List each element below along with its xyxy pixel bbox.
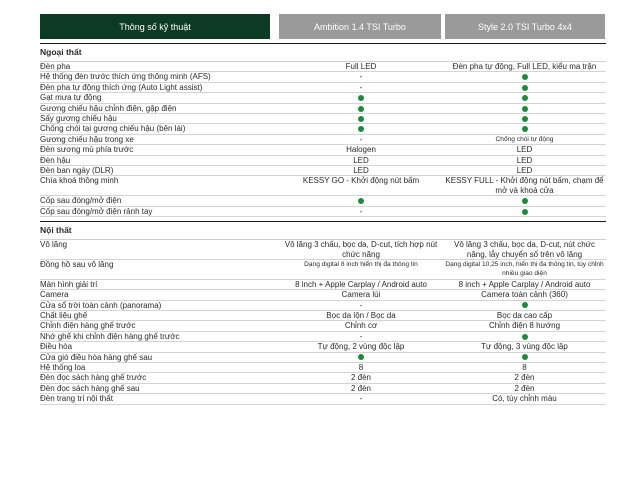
included-dot-icon: [358, 106, 364, 112]
spec-row: [40, 363, 606, 373]
spec-label: Đèn trang trí nội thất: [40, 394, 113, 404]
spec-table: [40, 43, 606, 405]
spec-row: [40, 353, 606, 363]
style-value-cell: [443, 353, 606, 362]
section-title: Ngoại thất: [40, 43, 606, 62]
style-value: 2 đèn: [514, 383, 535, 393]
style-value: Vô lăng 3 chấu, bọc da, D-cut, nút chức năng, lẫy chuyển số trên vô lăng: [454, 240, 595, 259]
ambition-value-cell: [279, 196, 443, 205]
spec-label: Đồng hồ sau vô lăng: [40, 259, 114, 269]
spec-label: Đèn ban ngày (DLR): [40, 166, 114, 176]
ambition-value: KESSY GO - Khởi động nút bấm: [302, 176, 420, 186]
ambition-value: LED: [353, 166, 369, 176]
style-value-cell: [443, 207, 606, 216]
style-value-cell: [443, 83, 606, 92]
spec-row: [40, 384, 606, 394]
ambition-value: -: [359, 134, 363, 144]
included-dot-icon: [522, 334, 528, 340]
spec-label: Cốp sau đóng/mở điện rảnh tay: [40, 206, 153, 216]
spec-label: Gương chiếu hậu chỉnh điện, gập điện: [40, 103, 177, 113]
included-dot-icon: [522, 95, 528, 101]
header-ambition-column: Ambition 1.4 TSI Turbo: [279, 14, 441, 39]
ambition-value: Tự động, 2 vùng độc lập: [317, 342, 405, 352]
spec-label: Chìa khoá thông minh: [40, 176, 119, 186]
included-dot-icon: [522, 74, 528, 80]
style-value: LED: [516, 166, 533, 176]
style-value: KESSY FULL - Khởi động nút bấm, chạm để mở và khoá cửa: [445, 176, 604, 195]
spec-label: Gương chiếu hậu trong xe: [40, 134, 134, 144]
spec-row: [40, 62, 606, 72]
spec-row: [40, 114, 606, 124]
spec-label: Hệ thống loa: [40, 362, 86, 372]
spec-row: [40, 332, 606, 342]
ambition-value: 8: [358, 362, 364, 372]
spec-row: [40, 342, 606, 352]
spec-label: Nhớ ghế khi chỉnh điện hàng ghế trước: [40, 331, 180, 341]
style-value-cell: [443, 124, 606, 133]
included-dot-icon: [522, 85, 528, 91]
spec-row: [40, 373, 606, 383]
ambition-value-cell: [279, 114, 443, 123]
spec-label: Cốp sau đóng/mở điện: [40, 196, 122, 206]
spec-row: [40, 124, 606, 134]
section-title: Nội thất: [40, 221, 606, 240]
spec-row: [40, 104, 606, 114]
spec-label: Chất liệu ghế: [40, 310, 88, 320]
spec-label: Camera: [40, 290, 69, 300]
ambition-value: LED: [353, 155, 369, 165]
ambition-value: Chỉnh cơ: [344, 321, 378, 331]
spec-label: Đèn pha tự động thích ứng (Auto Light assist): [40, 82, 203, 92]
ambition-value: Camera lùi: [341, 290, 381, 300]
spec-label: Sấy gương chiếu hậu: [40, 114, 117, 124]
spec-label: Đèn đọc sách hàng ghế trước: [40, 373, 147, 383]
spec-row: [40, 260, 606, 280]
included-dot-icon: [358, 126, 364, 132]
ambition-value-cell: [279, 104, 443, 113]
ambition-value: 8 inch + Apple Carplay / Android auto: [295, 279, 427, 289]
spec-label: Đèn hậu: [40, 155, 71, 165]
ambition-value: -: [359, 82, 363, 92]
style-value: LED: [516, 145, 533, 155]
spec-row: [40, 240, 606, 260]
spec-row: [40, 311, 606, 321]
style-value: Dạng digital 10,25 inch, hiển thị đa thông tin, tùy chỉnh nhiều giao diện: [445, 260, 604, 278]
included-dot-icon: [358, 198, 364, 204]
ambition-value: -: [359, 206, 363, 216]
style-value: Đèn pha tự động, Full LED, kiểu ma trận: [452, 62, 597, 71]
spec-label: Hệ thống đèn trước thích ứng thông minh (AFS): [40, 72, 211, 82]
style-value: 8: [522, 362, 527, 372]
style-value-cell: [443, 332, 606, 341]
ambition-value: -: [359, 300, 363, 310]
ambition-value: Halogen: [346, 145, 376, 155]
style-value: Tự động, 3 vùng độc lập: [481, 342, 568, 352]
spec-label: Cửa gió điều hòa hàng ghế sau: [40, 352, 153, 362]
style-value: Chỉnh điện 8 hướng: [488, 321, 561, 331]
ambition-value: Vô lăng 3 chấu, bọc da, D-cut, tích hợp nút chức năng: [284, 240, 438, 259]
spec-row: [40, 166, 606, 176]
spec-row: [40, 156, 606, 166]
spec-row: [40, 72, 606, 82]
ambition-value: Dạng digital 8 inch hiển thị đa thông tin: [304, 260, 418, 268]
spec-row: [40, 207, 606, 217]
ambition-value: Full LED: [345, 62, 377, 71]
ambition-value-cell: [279, 93, 443, 102]
style-value: LED: [516, 155, 533, 165]
spec-row: [40, 321, 606, 331]
style-value-cell: [443, 104, 606, 113]
style-value: 8 inch + Apple Carplay / Android auto: [458, 279, 591, 289]
included-dot-icon: [522, 126, 528, 132]
ambition-value-cell: [279, 124, 443, 133]
spec-label: Điều hòa: [40, 342, 73, 352]
included-dot-icon: [358, 354, 364, 360]
ambition-value: 2 đèn: [350, 373, 372, 383]
ambition-value-cell: [279, 353, 443, 362]
spec-row: [40, 280, 606, 290]
included-dot-icon: [522, 106, 528, 112]
included-dot-icon: [522, 209, 528, 215]
ambition-value: 2 đèn: [350, 383, 372, 393]
spec-label: Đèn pha: [40, 62, 71, 71]
included-dot-icon: [358, 116, 364, 122]
header-style-column: Style 2.0 TSI Turbo 4x4: [445, 14, 605, 39]
style-value: 2 đèn: [514, 373, 535, 383]
spec-row: [40, 301, 606, 311]
spec-label: Màn hình giải trí: [40, 279, 98, 289]
included-dot-icon: [522, 302, 528, 308]
included-dot-icon: [358, 95, 364, 101]
style-value-cell: [443, 301, 606, 310]
spec-row: [40, 93, 606, 103]
included-dot-icon: [522, 354, 528, 360]
spec-row: [40, 290, 606, 300]
ambition-value: -: [359, 394, 363, 404]
spec-row: [40, 196, 606, 206]
spec-row: [40, 176, 606, 196]
spec-label: Cửa sổ trời toàn cảnh (panorama): [40, 300, 162, 310]
spec-row: [40, 394, 606, 404]
ambition-value: Bọc da lộn / Bọc da: [326, 310, 396, 320]
style-value: Có, tùy chỉnh màu: [492, 394, 557, 404]
ambition-value: -: [359, 331, 363, 341]
spec-label: Gạt mưa tự động: [40, 93, 102, 103]
ambition-value: -: [359, 72, 363, 82]
style-value-cell: [443, 72, 606, 81]
spec-label: Vô lăng: [40, 240, 68, 250]
spec-label: Chỉnh điện hàng ghế trước: [40, 321, 136, 331]
style-value-cell: [443, 93, 606, 102]
spec-label: Đèn đọc sách hàng ghế sau: [40, 383, 140, 393]
style-value: Camera toàn cảnh (360): [481, 290, 568, 300]
spec-row: [40, 135, 606, 145]
style-value-cell: [443, 114, 606, 123]
style-value: Chống chói tự động: [495, 135, 554, 143]
included-dot-icon: [522, 116, 528, 122]
style-value: Bọc da cao cấp: [496, 310, 553, 320]
included-dot-icon: [522, 198, 528, 204]
spec-row: [40, 145, 606, 155]
style-value-cell: [443, 196, 606, 205]
spec-row: [40, 83, 606, 93]
spec-label: Chống chói tại gương chiếu hậu (bên lái): [40, 124, 186, 134]
spec-label: Đèn sương mù phía trước: [40, 145, 134, 155]
header-spec-column: Thông số kỹ thuật: [40, 14, 270, 39]
